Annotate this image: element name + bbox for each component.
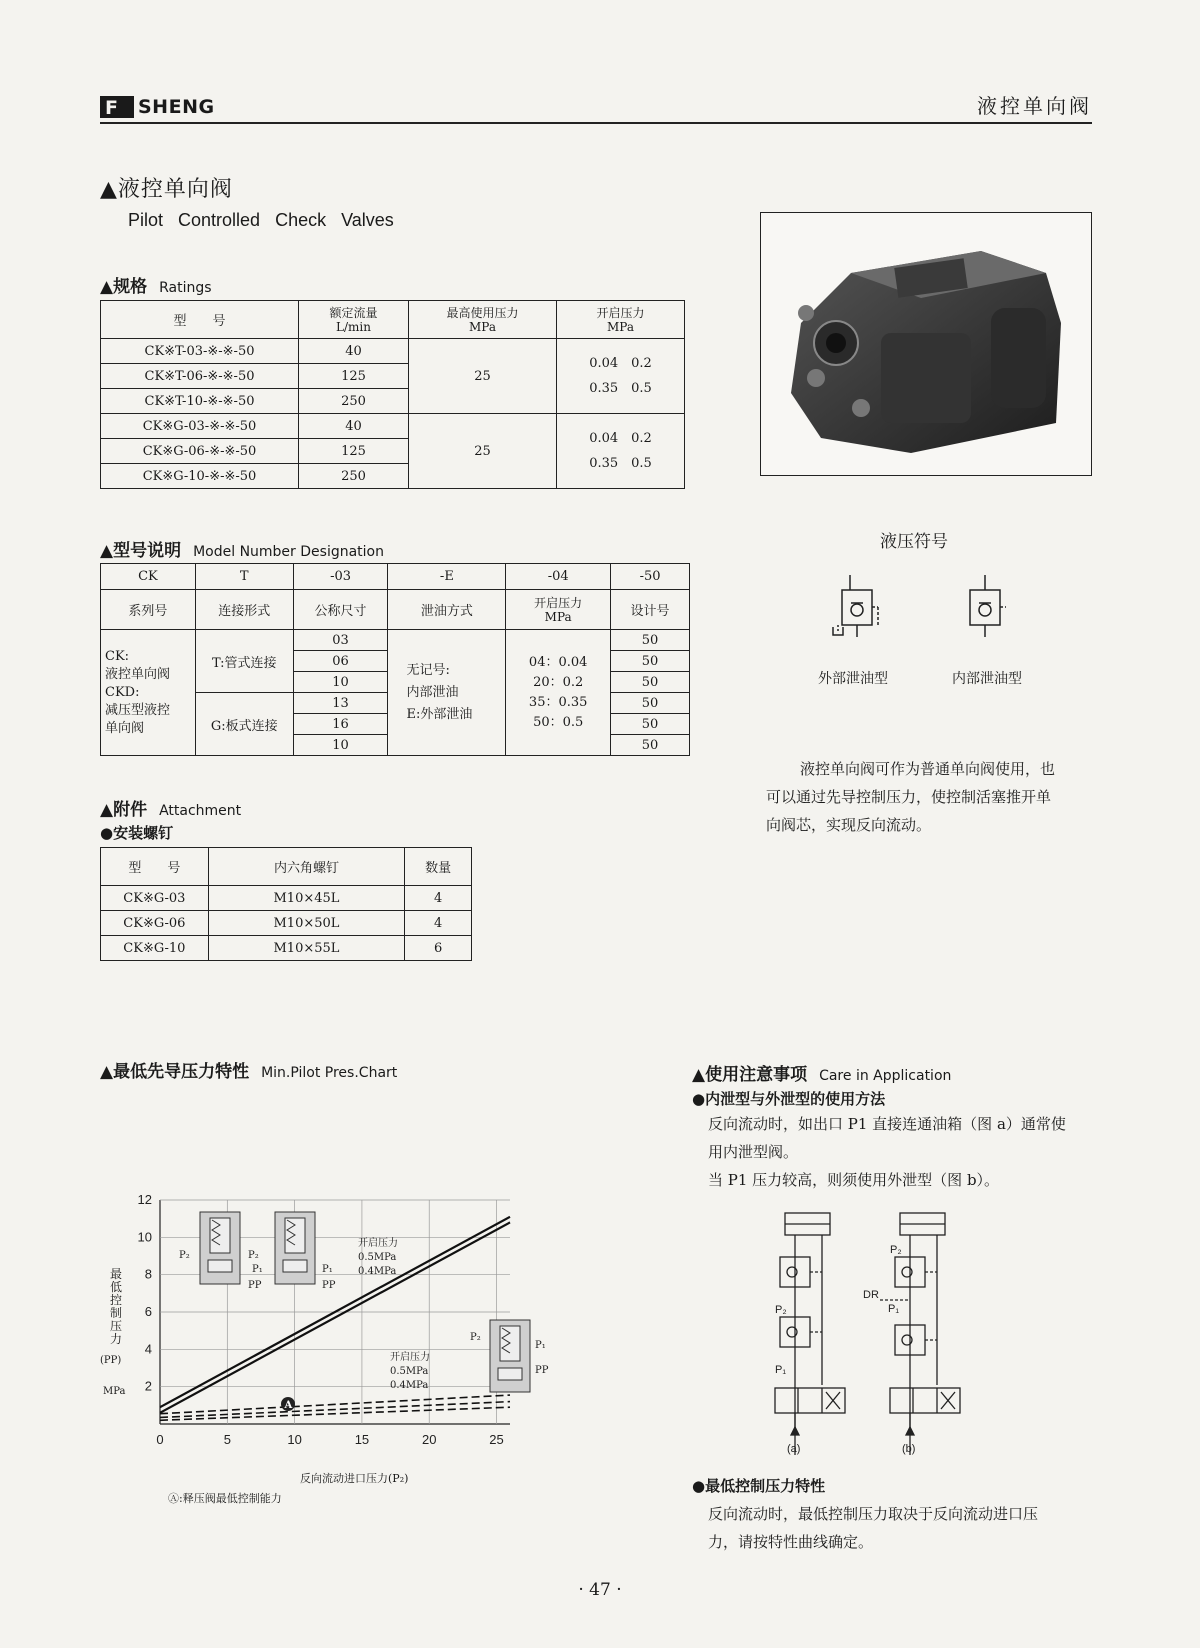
- y-tick-label: 2: [144, 1378, 152, 1394]
- label-pp: PP: [322, 1280, 336, 1291]
- figure-b-label: (b): [902, 1443, 916, 1455]
- table-row: CK: 液控单向阀 CKD: 减压型液控 单向阀 T:管式连接 03 无记号: 内部泄油 E:外部泄油 04：0.04 20：0.2 35：0.35 50：0.5 50: [101, 630, 690, 651]
- bullet-icon: ●: [100, 824, 114, 842]
- chart-heading: ▲最低先导压力特性 Min.Pilot Pres.Chart: [100, 1062, 398, 1082]
- triangle-icon: ▲: [692, 1065, 706, 1085]
- cell-model: CK※T-06-※-※-50: [101, 364, 299, 389]
- table-row: 16 50: [101, 714, 690, 735]
- header-flow: 额定流量 L/min: [299, 301, 409, 339]
- annotation-upper-a: 0.5MPa: [358, 1252, 397, 1263]
- triangle-icon: ▲: [100, 177, 118, 202]
- internal-drain-symbol: [970, 575, 1006, 637]
- logo-mark: F: [100, 96, 134, 118]
- care-paragraph-1: 反向流动时，如出口 P1 直接连通油箱（图 a）通常使 用内泄型阀。 当 P1 压力较高，则须使用外泄型（图 b）。: [708, 1115, 1066, 1189]
- cell-crack: 04：0.04 20：0.2 35：0.35 50：0.5: [506, 630, 611, 756]
- header-max-pressure: 最高使用压力 MPa: [409, 301, 557, 339]
- cell-series: CK: 液控单向阀 CKD: 减压型液控 单向阀: [101, 630, 196, 756]
- cell-flow: 250: [299, 464, 409, 489]
- triangle-icon: ▲: [100, 541, 114, 561]
- label-pp: PP: [248, 1280, 262, 1291]
- y-tick-label: 4: [144, 1341, 152, 1357]
- model-designation-table: [100, 563, 690, 756]
- ratings-heading: ▲规格 Ratings: [100, 277, 212, 297]
- cell-model: CK※G-10-※-※-50: [101, 464, 299, 489]
- cell-model: CK※T-03-※-※-50: [101, 339, 299, 364]
- logo-wordmark: SHENG: [138, 96, 215, 118]
- cell-max-pressure: 25: [409, 414, 557, 489]
- x-tick-label: 25: [489, 1432, 504, 1447]
- care-paragraph-2: 反向流动时，最低控制压力取决于反向流动进口压 力，请按特性曲线确定。: [708, 1505, 1039, 1551]
- cell-connection-t: T:管式连接: [195, 630, 293, 693]
- annotation-lower-b: 0.4MPa: [390, 1380, 429, 1391]
- internal-drain-label: 内部泄油型: [952, 671, 1022, 687]
- min-pilot-pressure-chart: [100, 1190, 550, 1510]
- chart-x-axis-label: 反向流动进口压力(P₂): [300, 1472, 409, 1485]
- x-tick-label: 20: [421, 1432, 437, 1447]
- cell-model: CK※G-06-※-※-50: [101, 439, 299, 464]
- table-header-row: [101, 301, 685, 339]
- label-p2: P₂: [248, 1250, 259, 1261]
- x-tick-label: 0: [156, 1432, 164, 1447]
- product-photo: [760, 212, 1092, 476]
- external-drain-symbol: [833, 575, 878, 637]
- circuit-a-p2-label: P₂: [775, 1304, 787, 1316]
- header-crack-pressure: 开启压力 MPa: [557, 301, 685, 339]
- x-tick-label: 10: [287, 1432, 302, 1447]
- annotation-upper-title: 开启压力: [358, 1238, 398, 1249]
- label-p1: P₁: [252, 1264, 263, 1275]
- label-p2: P₂: [470, 1332, 481, 1343]
- brand-logo: [100, 96, 240, 118]
- y-tick-label: 10: [137, 1229, 152, 1245]
- care-subheading-2: ●最低控制压力特性: [692, 1477, 826, 1495]
- chart-footnote: Ⓐ:释压阀最低控制能力: [168, 1492, 282, 1505]
- y-tick-label: 8: [144, 1266, 152, 1282]
- circuit-b-p2-label: P₂: [890, 1244, 902, 1256]
- x-tick-label: 15: [354, 1432, 370, 1447]
- table-row: [101, 414, 685, 439]
- y-tick-label: 12: [137, 1192, 152, 1207]
- cell-crack-pressure: 0.04 0.2 0.35 0.5: [557, 414, 685, 489]
- code-row: CK T -03 -E -04 -50: [101, 564, 690, 590]
- page-title: ▲液控单向阀: [100, 177, 233, 202]
- chart-y-axis-code: (PP): [100, 1355, 122, 1366]
- table-row: 10 50: [101, 672, 690, 693]
- y-tick-label: 6: [144, 1304, 152, 1319]
- triangle-icon: ▲: [100, 277, 114, 297]
- label-p1: P₁: [535, 1340, 546, 1351]
- page-subtitle: Pilot Controlled Check Valves: [128, 210, 394, 230]
- cell-flow: 125: [299, 364, 409, 389]
- annotation-lower-title: 开启压力: [390, 1352, 430, 1363]
- attachment-heading: ▲附件 Attachment: [100, 800, 242, 820]
- figure-a-label: (a): [787, 1443, 801, 1455]
- circuit-b-dr-label: DR: [863, 1289, 879, 1301]
- triangle-icon: ▲: [100, 1062, 114, 1082]
- table-row: 06 50: [101, 651, 690, 672]
- cell-crack-pressure: 0.04 0.2 0.35 0.5: [557, 339, 685, 414]
- ratings-table: [100, 300, 685, 489]
- page-number: · 47 ·: [578, 1580, 622, 1600]
- valve-inset-2: [275, 1212, 315, 1284]
- annotation-lower-a: 0.5MPa: [390, 1366, 429, 1377]
- header-model: 型 号: [101, 301, 299, 339]
- triangle-icon: ▲: [100, 800, 114, 820]
- valve-inset-3: [490, 1320, 530, 1392]
- cell-drain: 无记号: 内部泄油 E:外部泄油: [388, 630, 506, 756]
- description-paragraph: 液控单向阀可作为普通单向阀使用，也 可以通过先导控制压力，使控制活塞推开单 向阀芯，实现反向流动。: [766, 760, 1056, 834]
- valve-illustration: [761, 213, 1091, 475]
- chart-y-axis-unit: MPa: [103, 1386, 126, 1397]
- care-heading: ▲使用注意事项 Care in Application: [692, 1065, 952, 1085]
- table-header-row: 型 号 内六角螺钉 数量: [101, 848, 472, 886]
- cell-flow: 250: [299, 389, 409, 414]
- table-row: [101, 339, 685, 364]
- cell-connection-g: G:板式连接: [195, 693, 293, 756]
- cell-max-pressure: 25: [409, 339, 557, 414]
- bullet-icon: ●: [692, 1090, 706, 1108]
- cell-model: CK※G-03-※-※-50: [101, 414, 299, 439]
- circuit-diagrams: [760, 1205, 1000, 1465]
- bullet-icon: ●: [692, 1477, 706, 1495]
- label-row: 系列号 连接形式 公称尺寸 泄油方式 开启压力 MPa 设计号: [101, 590, 690, 630]
- marker-a-label: A: [284, 1400, 293, 1411]
- table-row: 10 50: [101, 735, 690, 756]
- label-p2: P₂: [179, 1250, 190, 1261]
- table-row: CK※G-03 M10×45L 4: [101, 886, 472, 911]
- hydraulic-symbol-title: 液压符号: [880, 532, 948, 552]
- cell-flow: 40: [299, 414, 409, 439]
- label-p1: P₁: [322, 1264, 333, 1275]
- table-row: CK※G-10 M10×55L 6: [101, 936, 472, 961]
- cell-model: CK※T-10-※-※-50: [101, 389, 299, 414]
- x-tick-label: 5: [223, 1432, 231, 1447]
- page-header-title: 液控单向阀: [977, 94, 1092, 118]
- care-subheading-1: ●内泄型与外泄型的使用方法: [692, 1090, 886, 1108]
- mounting-screws-subheading: ●安装螺钉: [100, 824, 174, 842]
- model-designation-heading: ▲型号说明 Model Number Designation: [100, 541, 384, 561]
- table-row: CK※G-06 M10×50L 4: [101, 911, 472, 936]
- circuit-a: [775, 1213, 845, 1455]
- cell-flow: 40: [299, 339, 409, 364]
- series-line: [160, 1395, 510, 1414]
- label-pp: PP: [535, 1365, 549, 1376]
- chart-y-axis-label: 最 低 控 制 压 力: [109, 1267, 122, 1346]
- circuit-b-p1-label: P₁: [888, 1303, 900, 1315]
- valve-inset-1: [200, 1212, 240, 1284]
- external-drain-label: 外部泄油型: [818, 671, 888, 687]
- table-row: G:板式连接 13 50: [101, 693, 690, 714]
- header-divider: [100, 122, 1092, 124]
- attachment-table: [100, 847, 472, 961]
- cell-flow: 125: [299, 439, 409, 464]
- annotation-upper-b: 0.4MPa: [358, 1266, 397, 1277]
- circuit-a-p1-label: P₁: [775, 1364, 787, 1376]
- hydraulic-symbols: [820, 575, 1020, 675]
